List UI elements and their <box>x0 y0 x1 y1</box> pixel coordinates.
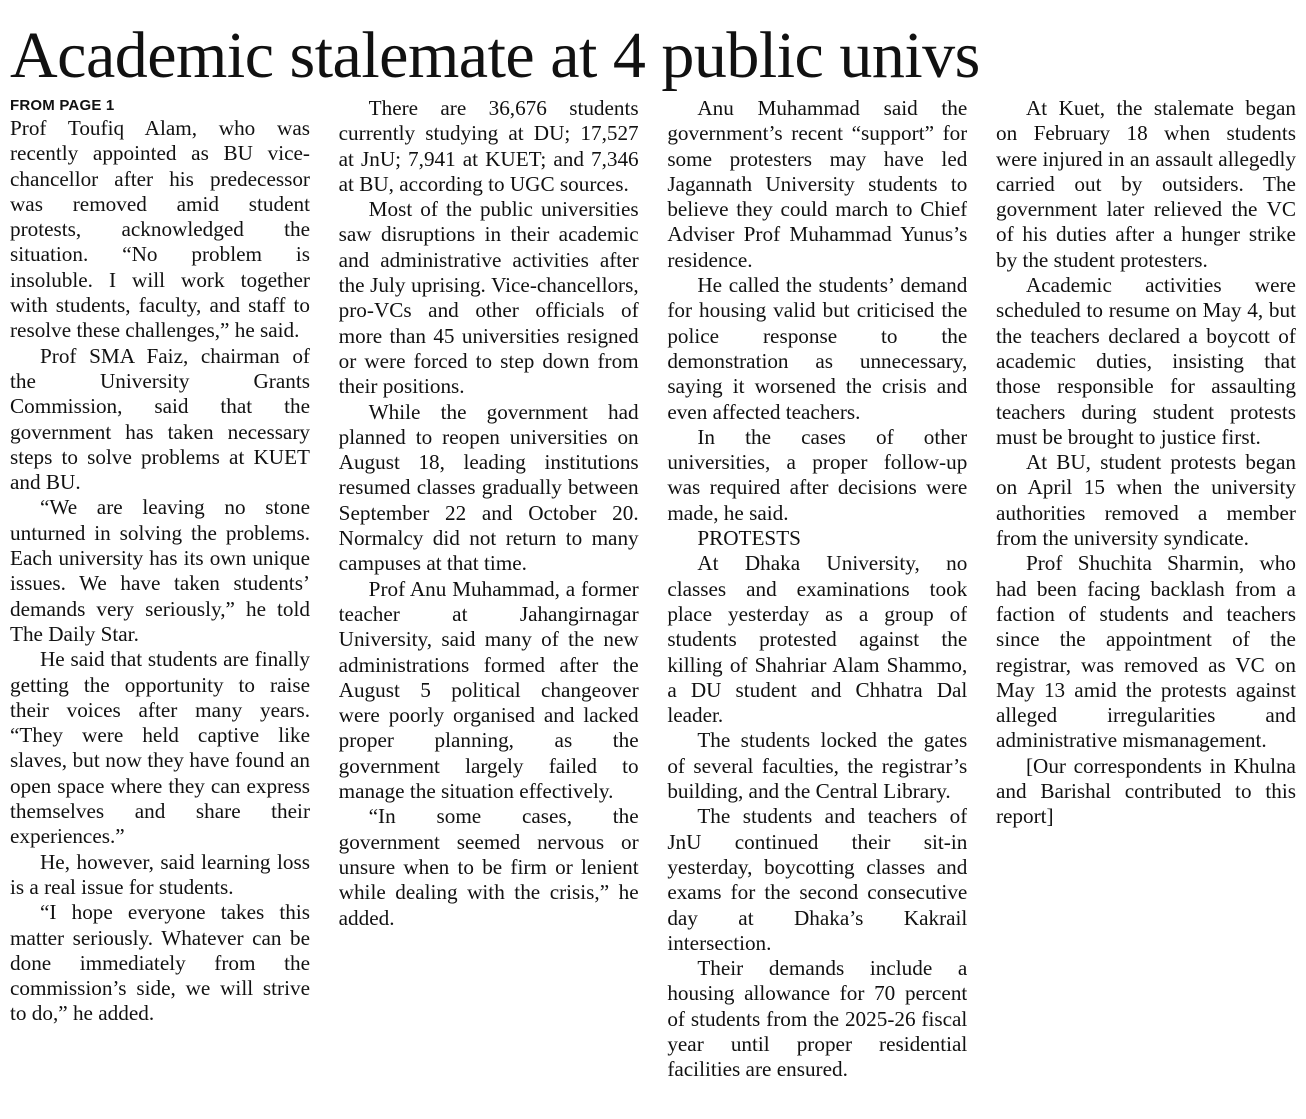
paragraph: Prof Shuchita Sharmin, who had been facing backlash from a faction of students and teachers since the appointment of the registrar, was removed as VC on May 13 amid the protests against alleged irregularities and administrative mismanagement. <box>995 551 1296 753</box>
paragraph: Their demands include a housing allowance for 70 percent of students from the 2025-26 fiscal year until proper residential facilities are ensured. <box>667 956 968 1082</box>
paragraph: “In some cases, the government seemed nervous or unsure when to be firm or lenient while dealing with the crisis,” he added. <box>338 804 639 930</box>
kicker-from-page-1: FROM PAGE 1 <box>10 97 115 114</box>
paragraph: Prof Anu Muhammad, a former teacher at Jahangirnagar University, said many of the new administrations formed after the August 5 political changeover were poorly organised and lacked proper planning, as the government largely failed to manage the situation effectively. <box>338 576 639 804</box>
paragraph: He called the students’ demand for housing valid but criticised the police response to the demonstration as unnecessary, saying it worsened the crisis and even affected teachers. <box>667 273 968 424</box>
subhead-protests: PROTESTS <box>697 526 801 551</box>
paragraph: “I hope everyone takes this matter seriously. Whatever can be done immediately from the commission’s side, we will strive to do,” he added. <box>10 900 310 1026</box>
paragraph: The students locked the gates of several faculties, the registrar’s building, and the Central Library. <box>667 728 968 804</box>
paragraph: Prof Toufiq Alam, who was recently appointed as BU vice-chancellor after his predecessor was removed amid student protests, acknowledged the situation. “No problem is insoluble. I will work together with students, faculty, and staff to resolve these challenges,” he said. <box>10 116 310 343</box>
headline: Academic stalemate at 4 public univs <box>10 19 980 92</box>
paragraph: The students and teachers of JnU continued their sit-in yesterday, boycotting classes and exams for the second consecutive day at Dhaka’s Kakrail intersection. <box>667 804 968 955</box>
paragraph: Most of the public universities saw disruptions in their academic and administrative activities after the July uprising. Vice-chancellors, pro-VCs and other officials of more than 45 universities resigned or were forced to step down from their positions. <box>338 197 639 399</box>
paragraph: At BU, student protests began on April 15 when the university authorities removed a member from the university syndicate. <box>995 450 1296 551</box>
paragraph: He said that students are finally getting the opportunity to raise their voices after many years. “They were held captive like slaves, but now they have found an open space where they can express themselves and share their experiences.” <box>10 647 310 849</box>
paragraph: Academic activities were scheduled to resume on May 4, but the teachers declared a boycott of academic duties, insisting that those responsible for assaulting teachers during student protests must be brought to justice first. <box>995 273 1296 449</box>
paragraph: Anu Muhammad said the government’s recent “support” for some protesters may have led Jagannath University students to believe they could march to Chief Adviser Prof Muhammad Yunus’s residence. <box>667 96 968 272</box>
paragraph: There are 36,676 students currently studying at DU; 17,527 at JnU; 7,941 at KUET; and 7,346 at BU, according to UGC sources. <box>338 96 639 196</box>
paragraph: While the government had planned to reopen universities on August 18, leading institutions resumed classes gradually between September 22 and October 20. Normalcy did not return to many campuses at that time. <box>338 399 639 576</box>
paragraph: At Dhaka University, no classes and examinations took place yesterday as a group of students protested against the killing of Shahriar Alam Shammo, a DU student and Chhatra Dal leader. <box>667 551 968 728</box>
article-columns <box>10 96 1296 1112</box>
paragraph: “We are leaving no stone unturned in solving the problems. Each university has its own unique issues. We have taken students’ demands very seriously,” he told The Daily Star. <box>10 495 310 646</box>
paragraph: In the cases of other universities, a proper follow-up was required after decisions were made, he said. <box>667 424 968 525</box>
column-3 <box>667 96 967 1112</box>
paragraph: At Kuet, the stalemate began on February 18 when students were injured in an assault allegedly carried out by outsiders. The government later relieved the VC of his duties after a hunger strike by the student protesters. <box>995 96 1296 272</box>
column-2 <box>339 96 639 1112</box>
column-4 <box>996 96 1296 1112</box>
column-1 <box>10 96 310 1112</box>
paragraph: He, however, said learning loss is a real issue for students. <box>10 849 310 899</box>
paragraph: [Our correspondents in Khulna and Barishal contributed to this report] <box>995 753 1296 829</box>
paragraph: Prof SMA Faiz, chairman of the University Grants Commission, said that the government has taken necessary steps to solve problems at KUET and BU. <box>10 343 310 495</box>
